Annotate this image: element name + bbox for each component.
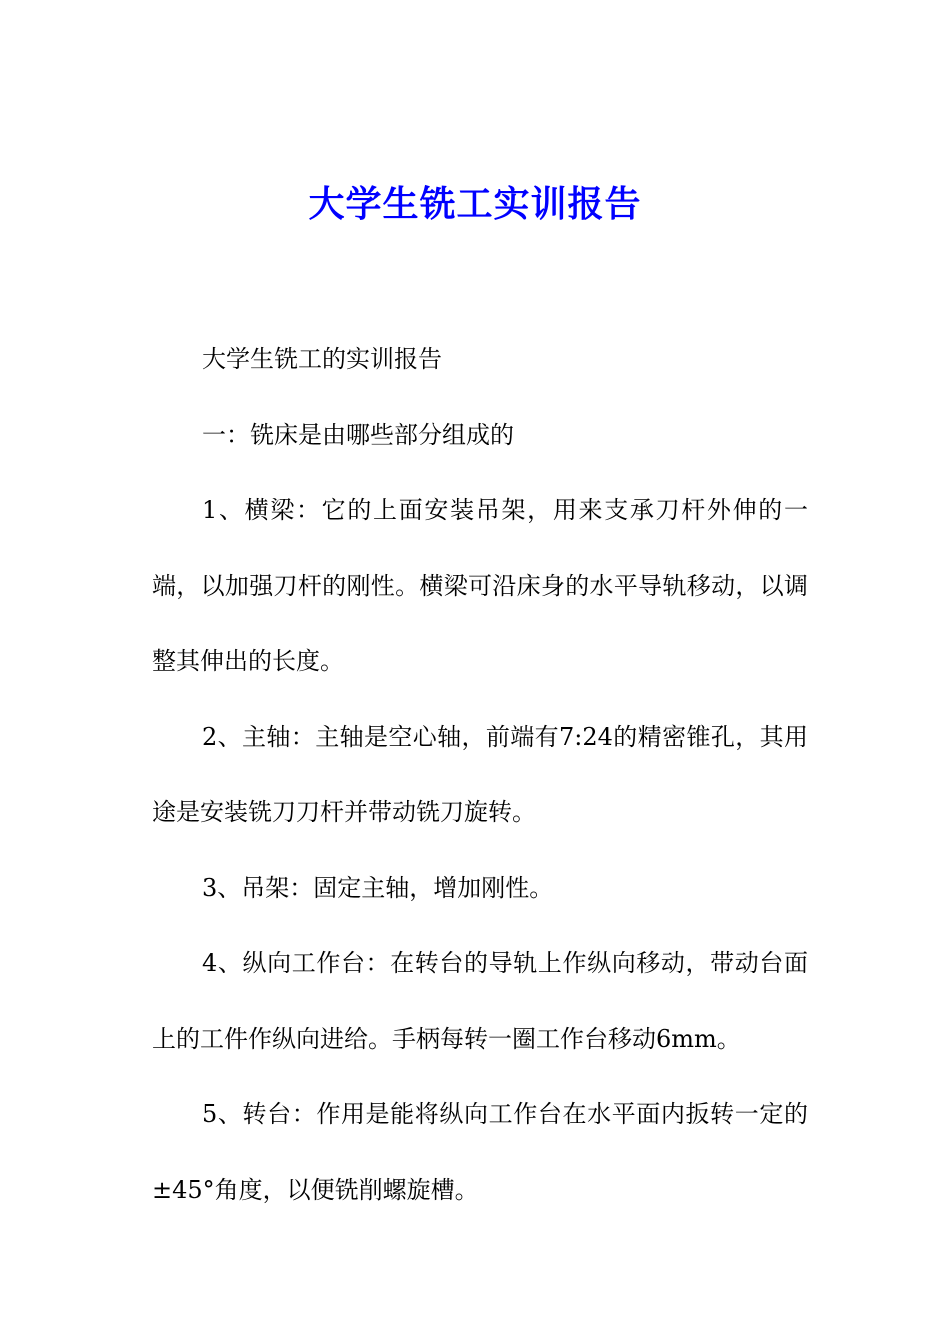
document-title: 大学生铣工实训报告 [308, 183, 642, 225]
paragraph-spindle: 2、主轴：主轴是空心轴，前端有7:24的精密锥孔，其用途是安装铣刀刀杆并带动铣刀旋转。 [152, 722, 808, 826]
paragraph-hanger: 3、吊架：固定主轴，增加刚性。 [202, 873, 554, 902]
paragraph-crossbeam: 1、横梁：它的上面安装吊架，用来支承刀杆外伸的一端，以加强刀杆的刚性。横梁可沿床身的水平导轨移动，以调整其伸出的长度。 [152, 496, 808, 675]
document-body [152, 322, 808, 1228]
paragraph-longitudinal-table: 4、纵向工作台：在转台的导轨上作纵向移动，带动台面上的工件作纵向进给。手柄每转一圈工作台移动6mm。 [152, 949, 808, 1053]
paragraph-section-heading: 一：铣床是由哪些部分组成的 [202, 420, 514, 449]
paragraph-turntable: 5、转台：作用是能将纵向工作台在水平面内扳转一定的±45°角度，以便铣削螺旋槽。 [152, 1100, 808, 1204]
paragraph-subtitle: 大学生铣工的实训报告 [202, 345, 442, 373]
